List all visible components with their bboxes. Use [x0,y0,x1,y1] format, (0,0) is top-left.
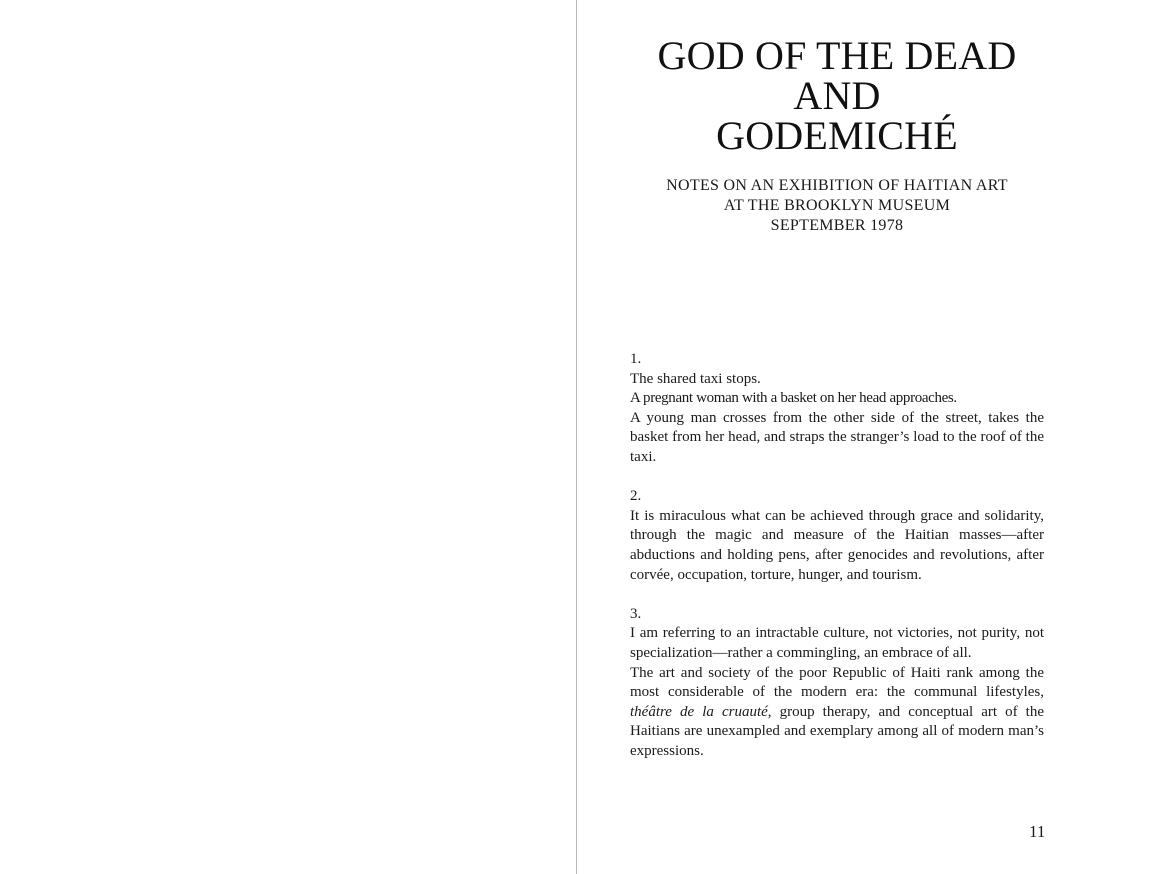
paragraph: The shared taxi stops. [630,370,761,387]
paragraph: I am referring to an intractable culture, not victories, not purity, not specialization—rather a commingling, an embrace of all. [630,625,1044,661]
paragraph: A pregnant woman with a basket on her head approaches. [630,390,957,407]
italic-phrase: théâtre de la cruauté [630,703,768,720]
paragraph: It is miraculous what can be achieved through grace and solidarity, through the magic and measure of the Haitian masses—after abductions and holding pens, after genocides and revolutions, after corvée, occupation, torture, hunger, and tourism. [630,507,1044,583]
chapter-title-line: AND [793,73,881,118]
chapter-subtitle-line: SEPTEMBER 1978 [770,217,904,234]
chapter-subtitle-line: AT THE BROOKLYN MUSEUM [723,197,951,214]
paragraph-text: The art and society of the poor Republic of Haiti rank among the most considerable of the modern era: the communal lifestyles, [630,664,1044,701]
right-page [577,0,1151,874]
chapter-subtitle-line: NOTES ON AN EXHIBITION OF HAITIAN ART [666,177,1008,194]
chapter-title-line: GOD OF THE DEAD [657,33,1017,78]
section-number: 1. [630,351,642,367]
paragraph-text: , group therapy, and conceptual art of the Haitians are unexampled and exemplary among all of modern man’s expressions. [630,703,1045,759]
chapter-title-line: GODEMICHÉ [716,113,958,158]
paragraph [630,664,1044,762]
section-1 [630,350,1044,468]
paragraph: A young man crosses from the other side of the street, takes the basket from her head, and straps the stranger’s load to the roof of the taxi. [630,409,1044,465]
chapter-title [617,33,1057,158]
section-number: 3. [630,605,642,622]
section-3 [630,605,1044,762]
section-2 [630,487,1044,585]
body-text [630,350,1044,761]
section-number: 2. [630,488,642,505]
page-number: 11 [1029,822,1046,841]
chapter-subtitle [617,176,1057,236]
